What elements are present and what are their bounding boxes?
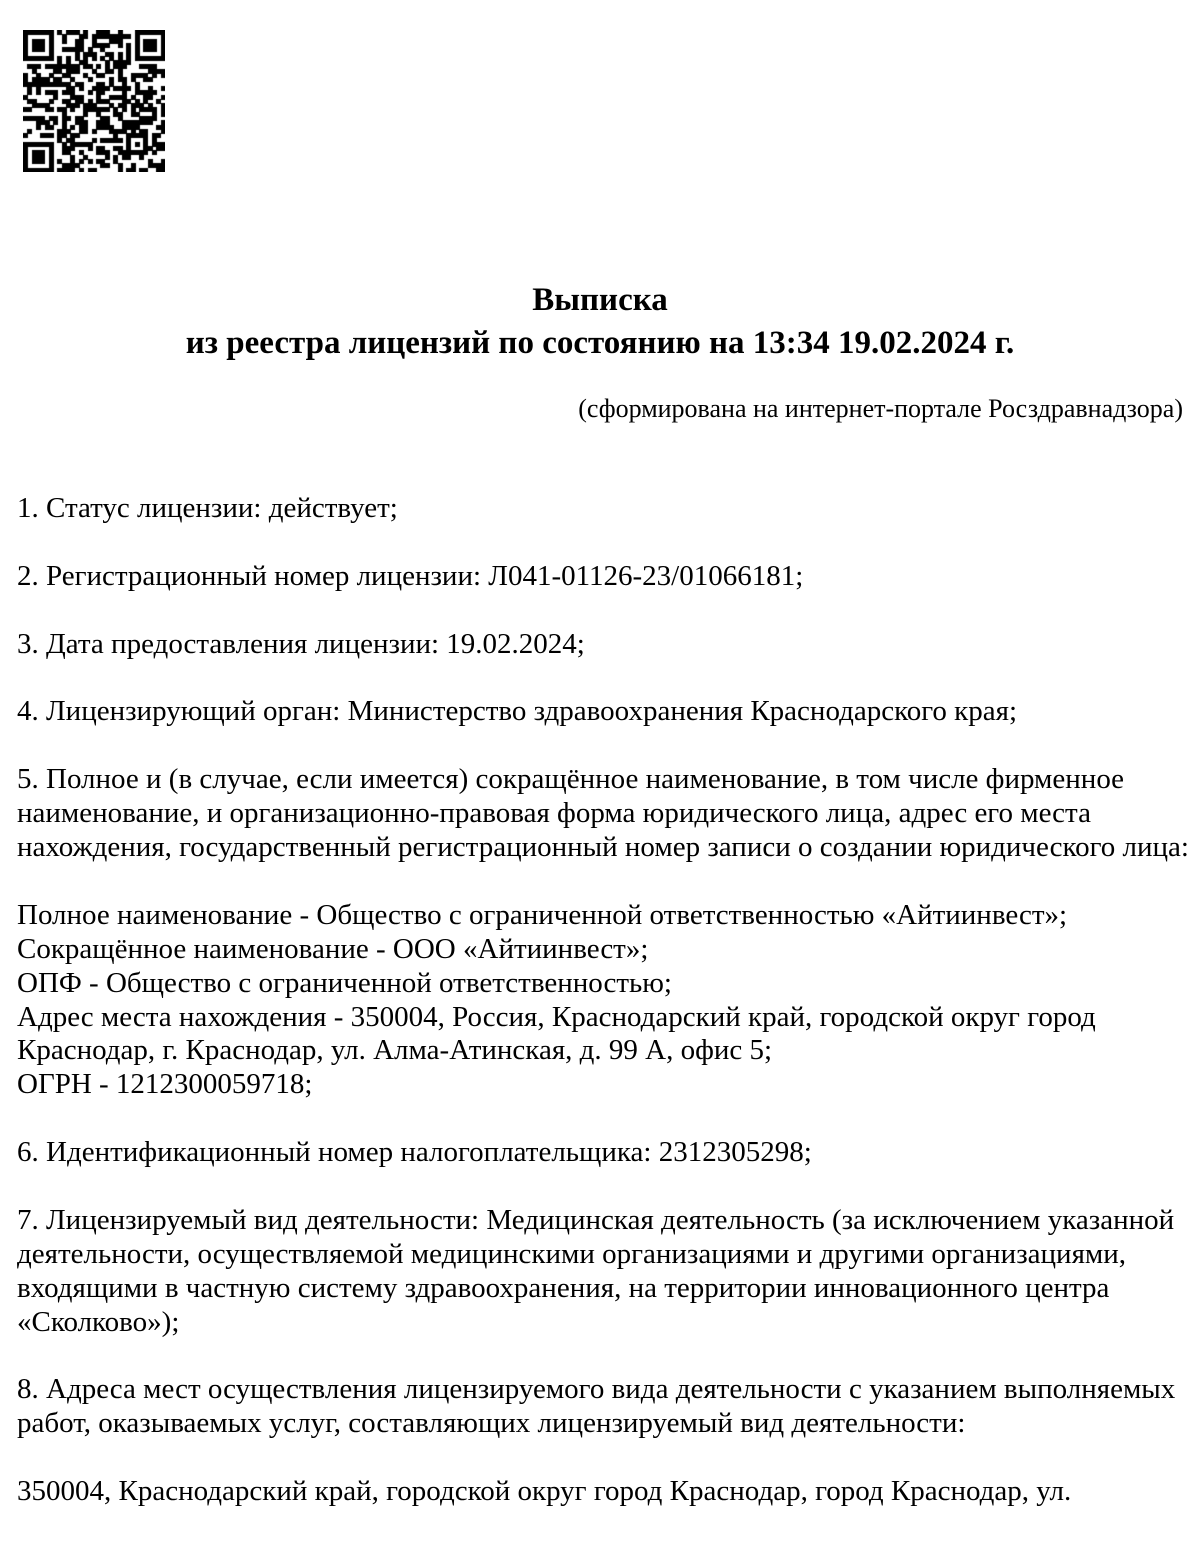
text-line: 5. Полное и (в случае, если имеется) сокращённое наименование, в том числе фирменное [17,763,1125,796]
qr-code-icon [23,30,165,172]
text-line: входящими в частную систему здравоохранения, на территории инновационного центра [17,1271,1110,1304]
text-line: «Сколково»); [17,1305,180,1338]
text-line: Адрес места нахождения - 350004, Россия, Краснодарский край, городской округ город [17,1000,1096,1033]
text-line: 7. Лицензируемый вид деятельности: Медицинская деятельность (за исключением указанной [17,1203,1175,1236]
paragraph-4 [17,695,1187,729]
paragraph-2 [17,560,1187,594]
paragraph-7 [17,1136,1187,1170]
formation-note: (сформирована на интернет-портале Росздравнадзора) [578,394,1183,423]
text-line: 6. Идентификационный номер налогоплательщика: 2312305298; [17,1136,812,1169]
text-line: Полное наименование - Общество с ограниченной ответственностью «Айтиинвест»; [17,898,1068,931]
text-line: 350004, Краснодарский край, городской округ город Краснодар, город Краснодар, ул. [17,1475,1072,1508]
text-line: Сокращённое наименование - ООО «Айтиинвест»; [17,932,649,965]
text-line: нахождения, государственный регистрационный номер записи о создании юридического лица: [17,831,1189,863]
text-line: 2. Регистрационный номер лицензии: Л041-01126-23/01066181; [17,559,804,592]
text-line: наименование, и организационно-правовая форма юридического лица, адрес его места [17,797,1091,830]
text-line: Краснодар, г. Краснодар, ул. Алма-Атинская, д. 99 А, офис 5; [17,1034,773,1067]
paragraph-6 [17,899,1187,1102]
text-line: деятельности, осуществляемой медицинскими организациями и другими организациями, [17,1237,1127,1270]
paragraph-3 [17,628,1187,662]
text-line: работ, оказываемых услуг, составляющих лицензируемый вид деятельности: [17,1407,966,1440]
document-title [0,279,1200,366]
text-line: ОГРН - 1212300059718; [17,1068,313,1101]
text-line: 3. Дата предоставления лицензии: 19.02.2024; [17,627,585,660]
document-title-line2: из реестра лицензий по состоянию на 13:34 19.02.2024 г. [185,325,1015,362]
text-line: 4. Лицензирующий орган: Министерство здравоохранения Краснодарского края; [17,695,1018,728]
paragraph-10 [17,1475,1187,1509]
paragraph-1 [17,492,1187,526]
paragraph-5 [17,763,1187,865]
document-title-line1: Выписка [532,282,668,318]
paragraph-9 [17,1373,1187,1441]
text-line: 1. Статус лицензии: действует; [17,492,398,524]
text-line: 8. Адреса мест осуществления лицензируемого вида деятельности с указанием выполняемых [17,1373,1176,1406]
paragraph-8 [17,1204,1187,1340]
text-line: ОПФ - Общество с ограниченной ответственностью; [17,966,672,999]
document-body [17,492,1187,1509]
